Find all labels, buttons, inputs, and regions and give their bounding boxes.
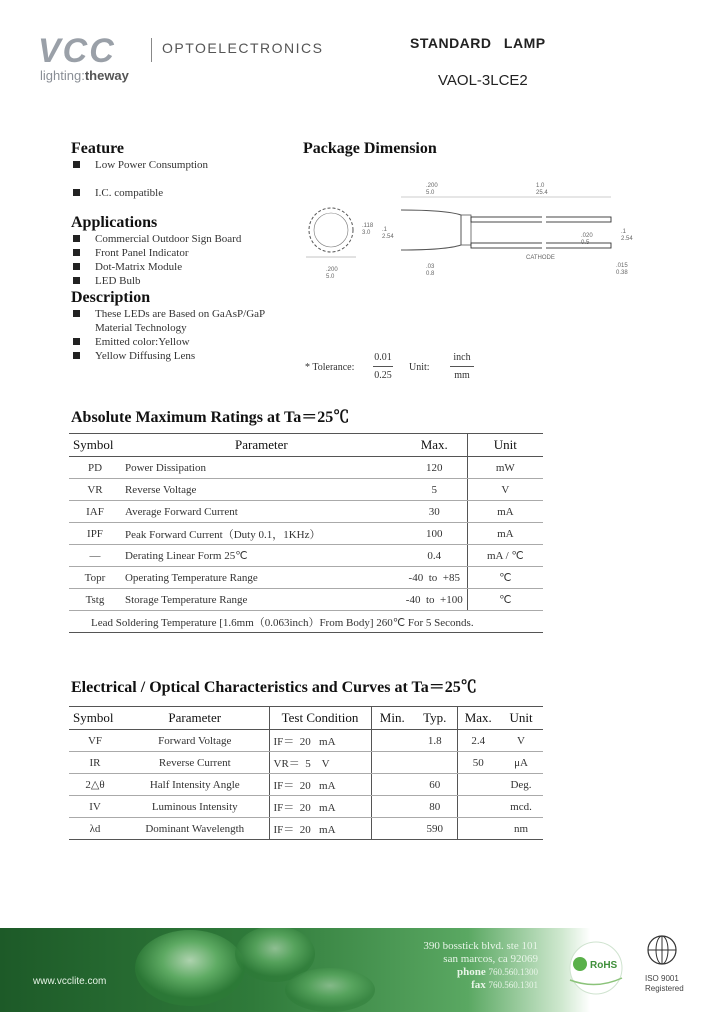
cell-parameter: Luminous Intensity — [121, 796, 269, 818]
column-header: Symbol — [69, 707, 121, 730]
cell-symbol: 2△θ — [69, 774, 121, 796]
cell-max — [457, 774, 499, 796]
cell-parameter: Storage Temperature Range — [121, 589, 402, 611]
cell-unit: Deg. — [499, 774, 543, 796]
cell-unit: nm — [499, 818, 543, 840]
tolerance-label: * Tolerance: — [305, 362, 355, 373]
cell-parameter: Reverse Current — [121, 752, 269, 774]
list-item — [73, 232, 241, 246]
cell-min — [371, 796, 413, 818]
description-heading: Description — [71, 289, 151, 306]
fax-label: fax — [471, 979, 486, 991]
led-glow-shape — [285, 968, 375, 1012]
package-heading: Package Dimension — [303, 140, 437, 157]
cell-parameter: Half Intensity Angle — [121, 774, 269, 796]
dim-d6mm: 0.8 — [426, 271, 435, 277]
cell-parameter: Power Dissipation — [121, 457, 402, 479]
iso-title: ISO 9001 — [645, 974, 679, 983]
dim-d3: .118 — [362, 223, 374, 229]
cell-max: 100 — [402, 523, 467, 545]
feature-list — [73, 158, 208, 200]
dim-d6: .03 — [426, 264, 435, 270]
logo-tagline — [40, 68, 129, 83]
table-row — [69, 457, 543, 479]
description-item: Emitted color:Yellow — [95, 336, 190, 348]
cell-typ — [413, 752, 457, 774]
dim-d1bmm: 5.0 — [426, 190, 435, 196]
table-row — [69, 479, 543, 501]
doc-title: STANDARD LAMP — [410, 35, 546, 51]
cell-condition: IF＝ 20 mA — [269, 796, 371, 818]
application-item: Commercial Outdoor Sign Board — [95, 233, 242, 245]
cell-typ: 80 — [413, 796, 457, 818]
logo-divider — [151, 38, 152, 62]
dim-d4mm: 2.54 — [382, 234, 394, 240]
tolerance-top: 0.01 — [373, 352, 393, 367]
cell-symbol: Tstg — [69, 589, 121, 611]
cell-symbol: VR — [69, 479, 121, 501]
footer-contact — [423, 940, 538, 992]
table-row — [69, 523, 543, 545]
column-header: Test Condition — [269, 707, 371, 730]
bullet-icon — [73, 338, 80, 345]
dim-d4b: .1 — [621, 229, 627, 235]
cell-parameter: Forward Voltage — [121, 730, 269, 752]
cell-unit: mA / ℃ — [467, 545, 543, 567]
cell-max: 2.4 — [457, 730, 499, 752]
footer-banner — [0, 928, 720, 1012]
cell-typ: 60 — [413, 774, 457, 796]
website-link[interactable]: www.vcclite.com — [33, 976, 107, 987]
dim-d7: .015 — [616, 263, 628, 269]
application-item: Dot-Matrix Module — [95, 261, 183, 273]
list-item — [73, 246, 241, 260]
bullet-icon — [73, 235, 80, 242]
table-row — [69, 730, 543, 752]
cell-parameter: Average Forward Current — [121, 501, 402, 523]
address-line-1: 390 bosstick blvd. ste 101 — [423, 940, 538, 952]
bullet-icon — [73, 352, 80, 359]
dim-d4: .1 — [382, 227, 388, 233]
iso-globe-icon — [648, 936, 676, 964]
table-row — [69, 752, 543, 774]
column-header: Unit — [467, 434, 543, 457]
unit-label: Unit: — [409, 362, 430, 373]
rohs-leaf-icon — [573, 957, 587, 971]
table-header-row — [69, 434, 543, 457]
cell-symbol: PD — [69, 457, 121, 479]
soldering-note: Lead Soldering Temperature [1.6mm（0.063inch）From Body] 260℃ For 5 Seconds. — [69, 611, 543, 633]
cell-symbol: IR — [69, 752, 121, 774]
cell-unit: mW — [467, 457, 543, 479]
dim-d5: .020 — [581, 233, 593, 239]
logo-division: OPTOELECTRONICS — [162, 40, 324, 56]
dim-d3mm: 3.0 — [362, 230, 371, 236]
table-row — [69, 545, 543, 567]
cell-unit: mA — [467, 523, 543, 545]
cell-max: 0.4 — [402, 545, 467, 567]
list-item — [73, 158, 208, 172]
cell-parameter: Peak Forward Current（Duty 0.1，1KHz） — [121, 523, 402, 545]
cell-max: 30 — [402, 501, 467, 523]
column-header: Parameter — [121, 707, 269, 730]
dim-d2mm: 25.4 — [536, 190, 548, 196]
bullet-icon — [73, 189, 80, 196]
cell-condition: IF＝ 20 mA — [269, 774, 371, 796]
tagline-suffix: theway — [84, 68, 129, 83]
cell-typ: 1.8 — [413, 730, 457, 752]
tolerance-fraction — [373, 352, 393, 381]
eo-heading: Electrical / Optical Characteristics and Curves at Ta＝25℃ — [71, 679, 477, 696]
column-header: Symbol — [69, 434, 121, 457]
cell-max: 50 — [457, 752, 499, 774]
cell-symbol: IAF — [69, 501, 121, 523]
application-item: LED Bulb — [95, 275, 141, 287]
cathode-label: CATHODE — [526, 255, 555, 261]
unit-bottom: mm — [454, 370, 470, 381]
company-logo — [38, 32, 324, 83]
cell-min — [371, 818, 413, 840]
cell-parameter: Operating Temperature Range — [121, 567, 402, 589]
feature-item: Low Power Consumption — [95, 159, 209, 171]
cell-max — [457, 818, 499, 840]
fax-line — [423, 979, 538, 992]
dim-d1mm: 5.0 — [326, 274, 335, 280]
led-glow-shape — [135, 930, 245, 1006]
cell-symbol: IPF — [69, 523, 121, 545]
description-item: These LEDs are Based on GaAsP/GaP — [95, 308, 266, 320]
cell-unit: mcd. — [499, 796, 543, 818]
address-line-2: san marcos, ca 92069 — [443, 953, 538, 965]
list-item — [73, 307, 265, 335]
cell-min — [371, 730, 413, 752]
bullet-icon — [73, 161, 80, 168]
cell-parameter: Derating Linear Form 25℃ — [121, 545, 402, 567]
cell-condition: IF＝ 20 mA — [269, 818, 371, 840]
cell-max: 5 — [402, 479, 467, 501]
dim-d7mm: 0.38 — [616, 270, 628, 276]
description-item: Yellow Diffusing Lens — [95, 350, 196, 362]
cell-symbol: λd — [69, 818, 121, 840]
column-header: Parameter — [121, 434, 402, 457]
feature-item: I.C. compatible — [95, 187, 164, 199]
dim-d5mm: 0.5 — [581, 240, 590, 246]
phone-label: phone — [457, 966, 486, 978]
column-header: Min. — [371, 707, 413, 730]
cell-unit: ℃ — [467, 567, 543, 589]
tagline-prefix: lighting: — [40, 68, 85, 83]
cell-unit: V — [467, 479, 543, 501]
list-item — [73, 335, 265, 349]
column-header: Typ. — [413, 707, 457, 730]
cell-min — [371, 752, 413, 774]
bullet-icon — [73, 263, 80, 270]
dim-d1b: .200 — [426, 183, 438, 189]
cell-max — [457, 796, 499, 818]
part-number: VAOL-3LCE2 — [438, 72, 528, 89]
description-list — [73, 307, 265, 363]
table-row — [69, 774, 543, 796]
cell-unit: V — [499, 730, 543, 752]
unit-fraction — [450, 352, 474, 381]
table-row — [69, 818, 543, 840]
cell-condition: VR＝ 5 V — [269, 752, 371, 774]
tolerance-bottom: 0.25 — [374, 370, 392, 381]
cell-unit: μA — [499, 752, 543, 774]
cell-symbol: VF — [69, 730, 121, 752]
application-item: Front Panel Indicator — [95, 247, 189, 259]
table-header-row — [69, 707, 543, 730]
list-item — [73, 186, 208, 200]
cell-max: -40 to +100 — [402, 589, 467, 611]
cell-symbol: Topr — [69, 567, 121, 589]
cell-unit: mA — [467, 501, 543, 523]
cell-symbol: — — [69, 545, 121, 567]
dim-d1: .200 — [326, 267, 338, 273]
column-header: Max. — [457, 707, 499, 730]
cell-max: -40 to +85 — [402, 567, 467, 589]
description-continuation: Material Technology — [95, 322, 187, 334]
rohs-label: RoHS — [590, 960, 618, 971]
cell-condition: IF＝ 20 mA — [269, 730, 371, 752]
cell-min — [371, 774, 413, 796]
dim-d4bmm: 2.54 — [621, 236, 633, 242]
iso-label — [645, 974, 684, 994]
table-row — [69, 589, 543, 611]
phone-number: 760.560.1300 — [488, 967, 538, 977]
list-item — [73, 349, 265, 363]
led-side-view — [401, 210, 611, 253]
unit-top: inch — [450, 352, 474, 367]
list-item — [73, 274, 241, 288]
table-row — [69, 501, 543, 523]
cell-symbol: IV — [69, 796, 121, 818]
dim-d2: 1.0 — [536, 183, 545, 189]
list-item — [73, 260, 241, 274]
bullet-icon — [73, 277, 80, 284]
column-header: Unit — [499, 707, 543, 730]
cell-parameter: Dominant Wavelength — [121, 818, 269, 840]
fax-number: 760.560.1301 — [488, 980, 538, 990]
bullet-icon — [73, 249, 80, 256]
logo-mark: VCC — [38, 32, 116, 70]
package-drawing — [296, 175, 644, 285]
applications-heading: Applications — [71, 214, 158, 231]
cell-typ: 590 — [413, 818, 457, 840]
column-header: Max. — [402, 434, 467, 457]
phone-line — [423, 966, 538, 979]
cell-parameter: Reverse Voltage — [121, 479, 402, 501]
table-row — [69, 796, 543, 818]
led-top-view — [306, 208, 356, 257]
cell-unit: ℃ — [467, 589, 543, 611]
bullet-icon — [73, 310, 80, 317]
eo-table — [69, 706, 543, 840]
applications-list — [73, 232, 241, 288]
table-row — [69, 567, 543, 589]
feature-heading: Feature — [71, 140, 125, 157]
iso-subtitle: Registered — [645, 984, 684, 993]
abs-max-table — [69, 433, 543, 633]
cell-max: 120 — [402, 457, 467, 479]
abs-max-heading: Absolute Maximum Ratings at Ta＝25℃ — [71, 409, 350, 426]
table-note-row — [69, 611, 543, 633]
